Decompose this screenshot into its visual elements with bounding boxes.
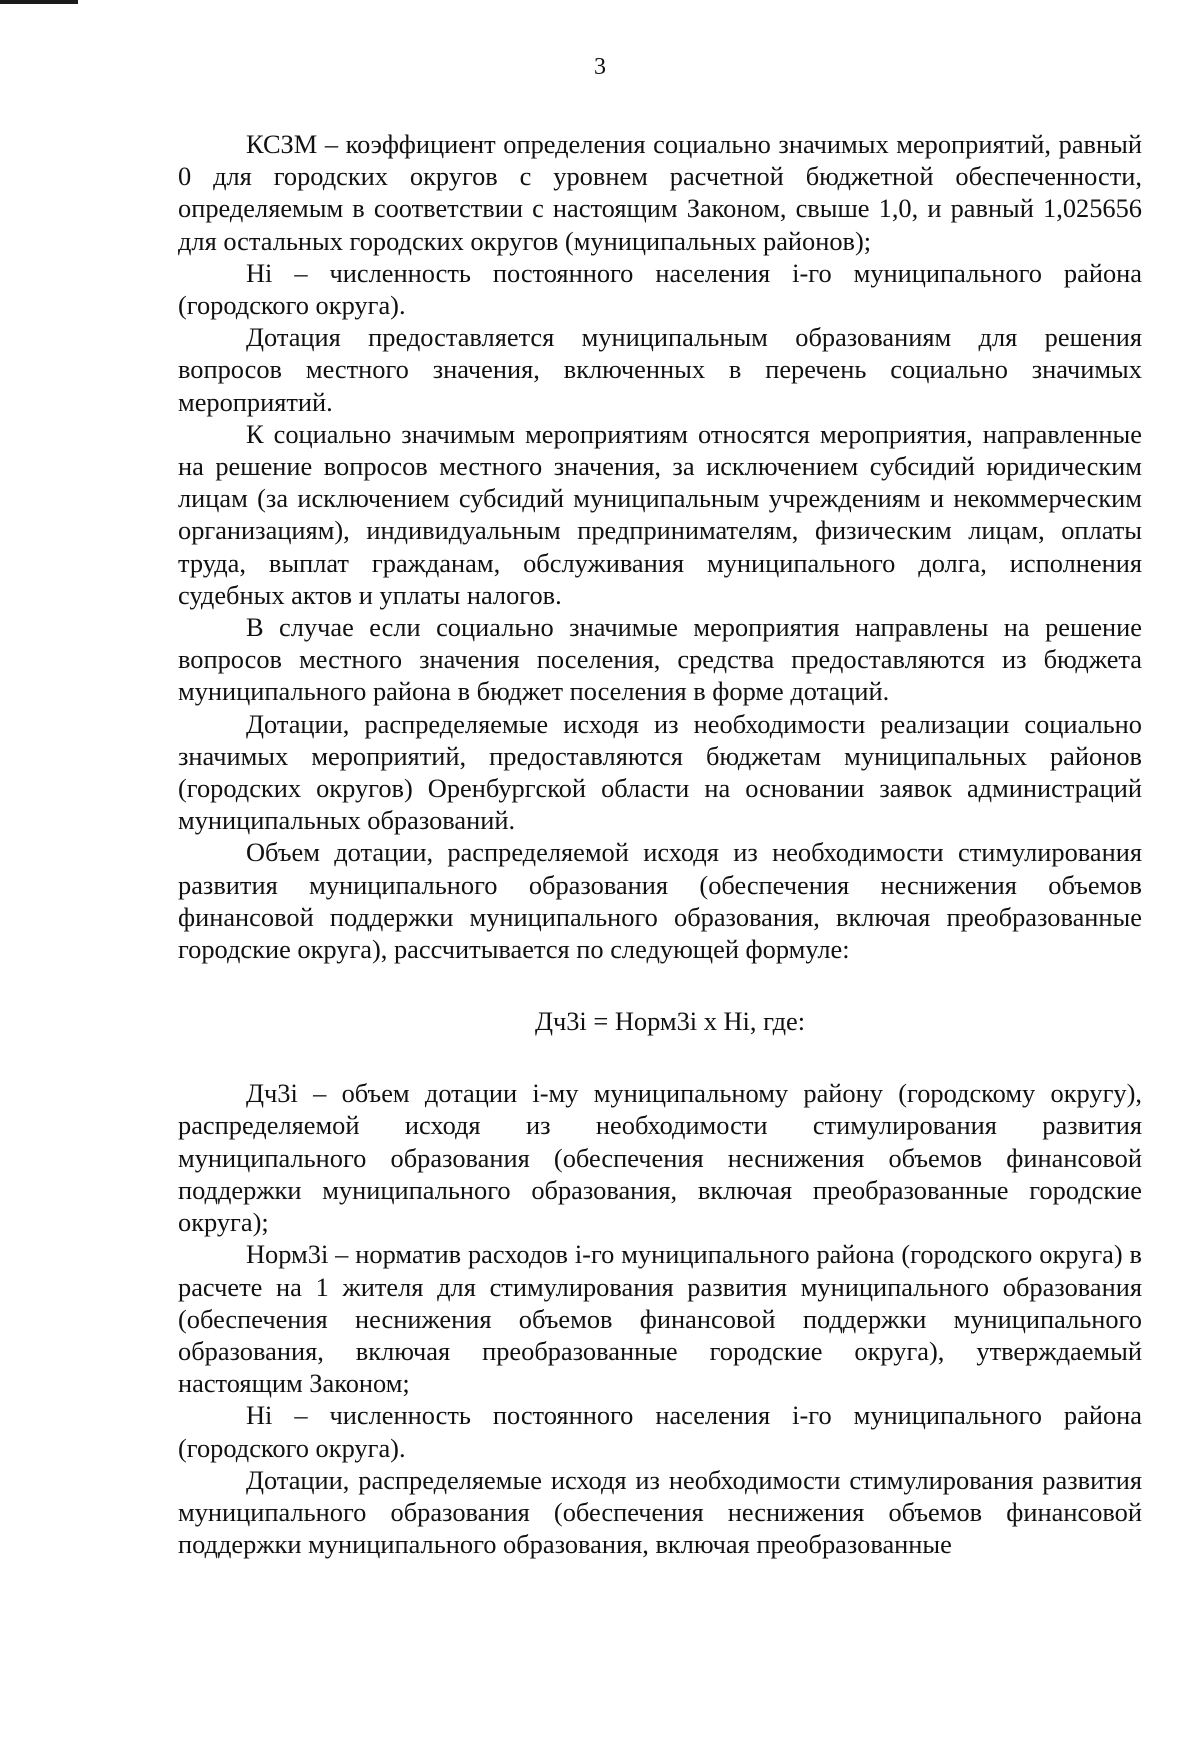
paragraph-norm3i-definition: Норм3i – норматив расходов i-го муниципального района (городского округа) в расчете на 1 жителя для стимулирования развития муниципального образования (обеспечения неснижения объемов финансовой поддержки муниципального образования, включая преобразованные городские округа), утверждаемый настоящим Законом; bbox=[178, 1239, 1142, 1399]
paragraph-stimulation-grants: Дотации, распределяемые исходя из необходимости стимулирования развития муниципального образования (обеспечения неснижения объемов финансовой поддержки муниципального образования, включая преобразованные bbox=[178, 1464, 1142, 1560]
page-number: 3 bbox=[594, 54, 606, 80]
paragraph-kszm-definition: КСЗМ – коэффициент определения социально значимых мероприятий, равный 0 для городских округов с уровнем расчетной бюджетной обеспеченности, определяемым в соответствии с настоящим Законом, свыше 1,0, и равный 1,025656 для остальных городских округов (муниципальных районов); bbox=[178, 129, 1142, 256]
document-body bbox=[178, 128, 1142, 1560]
paragraph-dch3i-definition: Дч3i – объем дотации i-му муниципальному району (городскому округу), распределяемой исходя из необходимости стимулирования развития муниципального образования (обеспечения неснижения объемов финансовой поддержки муниципального образования, включая преобразованные городские округа); bbox=[178, 1078, 1142, 1238]
paragraph-grant-purpose: Дотация предоставляется муниципальным образованиям для решения вопросов местного значения, включенных в перечень социально значимых мероприятий. bbox=[178, 322, 1142, 417]
paragraph-significant-measures: К социально значимым мероприятиям относятся мероприятия, направленные на решение вопросов местного значения, за исключением субсидий юридическим лицам (за исключением субсидий муниципальным учреждениям и некоммерческим организациям), индивидуальным предпринимателям, физическим лицам, оплаты труда, выплат гражданам, обслуживания муниципального долга, исполнения судебных актов и уплаты налогов. bbox=[178, 418, 1142, 610]
formula: Дч3i = Норм3i х Нi, где: bbox=[534, 1006, 806, 1037]
scan-corner-mark bbox=[0, 0, 78, 4]
paragraph-settlement-case: В случае если социально значимые мероприятия направлены на решение вопросов местного значения поселения, средства предоставляются из бюджета муниципального района в бюджет поселения в форме дотаций. bbox=[178, 612, 1142, 707]
paragraph-population-definition-2: Нi – численность постоянного населения i-го муниципального района (городского округа). bbox=[178, 1400, 1142, 1463]
paragraph-grant-distribution: Дотации, распределяемые исходя из необходимости реализации социально значимых мероприятий, предоставляются бюджетам муниципальных районов (городских округов) Оренбургской области на основании заявок администраций муниципальных образований. bbox=[178, 708, 1142, 836]
paragraph-formula-intro: Объем дотации, распределяемой исходя из необходимости стимулирования развития муниципального образования (обеспечения неснижения объемов финансовой поддержки муниципального образования, включая преобразованные городские округа), рассчитывается по следующей формуле: bbox=[178, 837, 1142, 965]
paragraph-population-definition: Нi – численность постоянного населения i-го муниципального района (городского округа). bbox=[178, 257, 1142, 321]
